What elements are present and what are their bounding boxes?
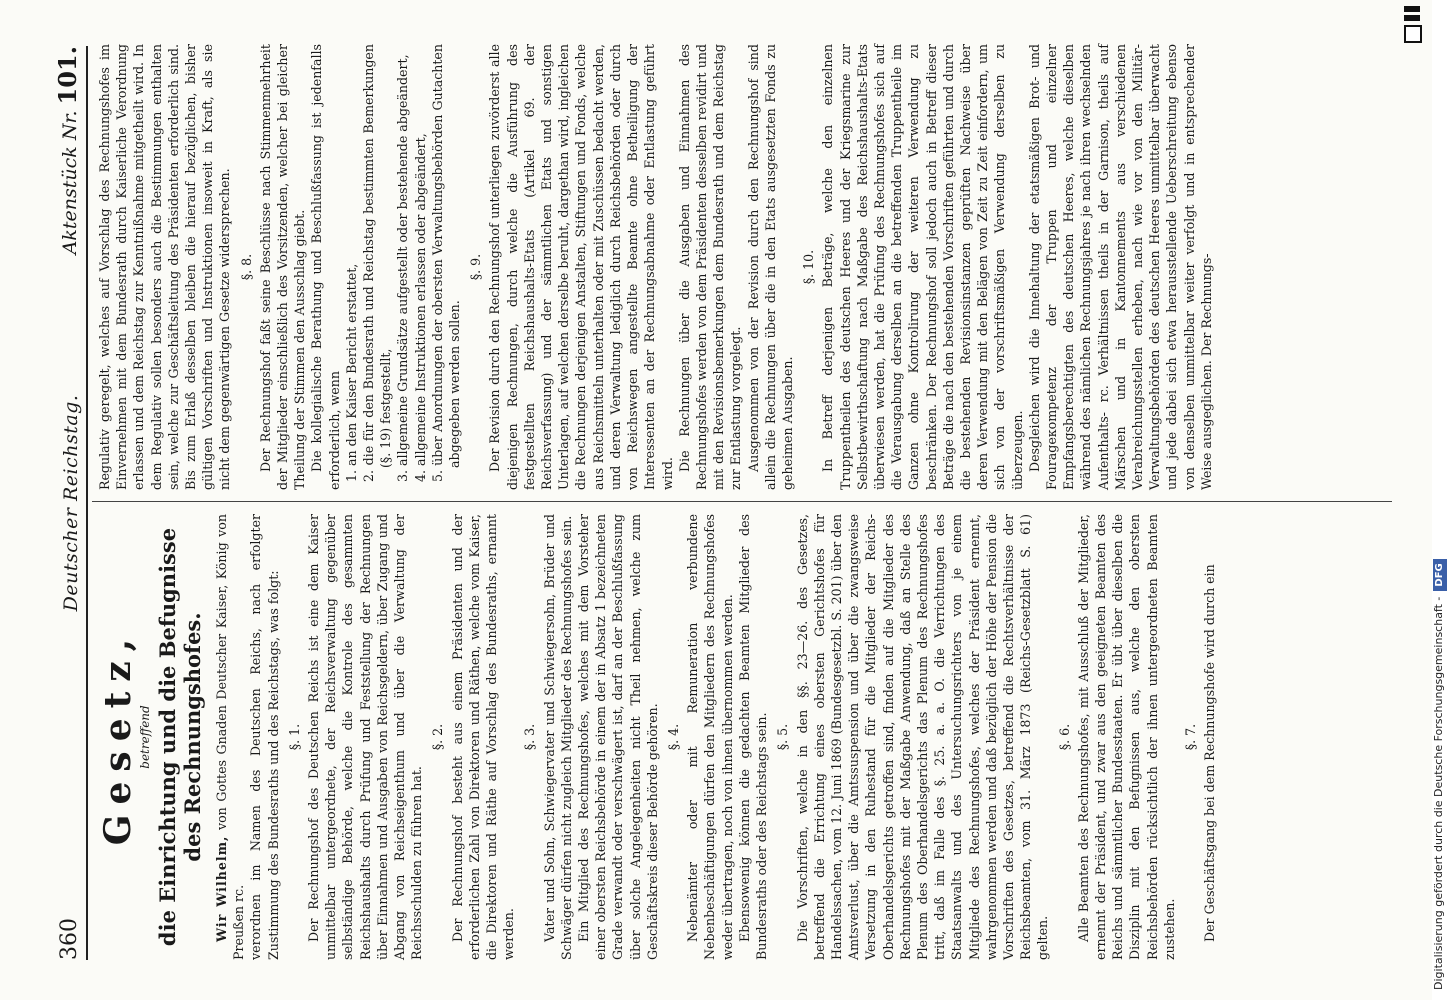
right-column: [96, 44, 1392, 490]
section-8-item-5: 5. über Anordnungen der obersten Verwaltungsbehörden Gutachten abgegeben werden sollen.: [429, 44, 463, 482]
section-8-item-4: 4. allgemeine Instruktionen erlassen oder abgeändert,: [412, 133, 428, 482]
section-6-text: Alle Beamten des Rechnungshofes, mit Ausschluß der Mitglieder, ernennt der Präsident, und zwar aus den geeigneten Beamten des Reichs und sämmtlicher Bundesstaaten. Er übt über dieselben die Disziplin mit den Befugnissen aus, welche den obersten Reichsbehörden rücksichtlich der ihnen untergeordneten Beamten zustehen.: [1075, 514, 1177, 960]
law-subtitle: die Einrichtung und die Befugnisse des Rechnungshofes.: [155, 527, 205, 947]
section-2-heading: §. 2.: [430, 723, 446, 751]
opening-formula: [213, 514, 247, 960]
section-9-text-c: Ausgenommen von der Revision durch den Rechnungshof sind allein die Rechnungen über die in den Etats ausgesetzten Fonds zu geheimen Ausgaben.: [745, 44, 795, 490]
opening-rest: von Gottes Gnaden Deutscher Kaiser, König von Preußen rc.: [214, 514, 247, 960]
section-10-text-b: Desgleichen wird die Innehaltung der etatsmäßigen Brot- und Fourageкompetenz der Truppen und einzelner Empfangsberechtigten des deutschen Heeres, welche dieselben während des nämlichen Rechnungsjahres je nach ihren wechselnden Aufenthalts- rc. Verhältnissen theils in der Garnison, theils auf Märschen und in Kantonnements aus verschiedenen Verabreichungsstellen erheben, nach wie vor von den Militär-Verwaltungsbehörden des deutschen Heeres unmittelbar überwacht und jede dabei sich etwa herausstellende Ueberschreitung ebenso von denselben unmittelbar weiter verfolgt und in entsprechender Weise ausgeglichen. Der Rechnungs-: [1026, 44, 1214, 490]
column-divider: [92, 501, 1392, 502]
section-3-text-b: Ein Mitglied des Rechnungshofes, welches mit dem Vorsteher einer obersten Reichsbehörde in einem der in Absatz 1 bezeichneten Grade verwandt oder verschwägert ist, darf an der Beschlußfassung über solche Angelegenheiten nicht Theil nehmen, welche zum Geschäftskreis dieser Behörde gehören.: [576, 514, 660, 960]
section-8-text-b: Die kollegialische Berathung und Beschlußfassung ist jedenfalls erforderlich, wenn: [309, 44, 342, 490]
section-1-text: Der Rechnungshof des Deutschen Reichs ist eine dem Kaiser unmittelbar untergeordnete, der Reichsverwaltung gegenüber selbständige Behörde, welche die Kontrole des gesammten Reichshaushalts durch Prüfung und Feststellung der Rechnungen über Einnahmen und Ausgaben von Reichsgeldern, über Zugang und Abgang von Reichseigenthum und über die Verwaltung der Reichsschulden zu führen hat.: [306, 514, 425, 960]
section-3-heading: §. 3.: [522, 723, 538, 751]
document-number-prefix: Aktenstück Nr.: [59, 110, 81, 255]
section-4-text-b: Ebensowenig können die gedachten Beamten Mitglieder des Bundesraths oder des Reichstags sein.: [736, 514, 770, 960]
running-head: [52, 46, 88, 960]
credit-text: Digitalisierung gefördert durch die Deutsche Forschungsgemeinschaft -: [1432, 596, 1445, 990]
section-7-text: Der Geschäftsgang bei dem Rechnungshofe wird durch ein: [1202, 564, 1218, 942]
section-9-heading: §. 9.: [468, 253, 484, 281]
section-4-heading: §. 4.: [666, 723, 682, 751]
running-title: Deutscher Reichstag.: [60, 394, 82, 612]
opening-formula-2: verordnen im Namen des Deutschen Reichs, nach erfolgter Zustimmung des Bundesraths und des Reichstags, was folgt:: [248, 514, 281, 960]
section-8-item-3: 3. allgemeine Grundsätze aufgestellt oder bestehende abgeändert,: [395, 54, 411, 482]
section-9-text-b: Die Rechnungen über die Ausgaben und Einnahmen des Rechnungshofes werden von dem Präsidenten desselben revidirt und mit den Revisionsbemerkungen dem Bundesrath und dem Reichstag zur Entlastung vorgelegt.: [676, 44, 744, 490]
law-title: Gesetz,: [97, 628, 139, 846]
section-5-text: Die Vorschriften, welche in den §§. 23—26. des Gesetzes, betreffend die Errichtung eines obersten Gerichtshofes für Handelssachen, vom 12. Juni 1869 (Bundesgesetzbl. S. 201) über den Amtsverlust, über die Amtssuspension und über die zwangsweise Versetzung in den Ruhestand für die Mitglieder der Reichs-Oberhandelsgerichts getroffen sind, finden auf die Mitglieder des Rechnungshofes mit der Maßgabe Anwendung, daß an Stelle des Plenum des Oberhandelsgerichts das Plenum des Rechnungshofes tritt, daß im Falle des §. 25. a. a. O. die Verrichtungen des Staatsanwalts und des Untersuchungsrichters von je einem Mitgliede des Rechnungshofes, welches der Präsident ernennt, wahrgenommen werden und daß bezüglich der Höhe der Pension die Vorschriften des Gesetzes, betreffend die Rechtsverhältnisse der Reichsbeamten, vom 31. März 1873 (Reichs-Gesetzblatt S. 61) gelten.: [794, 514, 1051, 960]
opening-name: Wir Wilhelm,: [214, 835, 229, 942]
section-8-item-1: 1. an den Kaiser Bericht erstattet,: [343, 263, 359, 482]
section-4-text-a: Nebenämter oder mit Remuneration verbundene Nebenbeschäftigungen dürfen den Mitgliedern des Rechnungshofes weder übertragen, noch von ihnen übernommen werden.: [685, 514, 735, 960]
law-betreffend: betreffend: [138, 705, 152, 769]
document-number-value: 101.: [53, 46, 82, 105]
section-7-continuation: Regulativ geregelt, welches auf Vorschlag des Rechnungshofes im Einvernehmen mit dem Bundesrath durch Kaiserliche Verordnung erlassen und dem Reichstag zur Kenntnißnahme mitgetheilt wird. In dem Regulativ sollen besonders auch die Bestimmungen enthalten sein, welche zur Geschäftsleitung des Präsidenten erforderlich sind. Bis zum Erlaß desselben bleiben die hierauf bezüglichen, bisher gültigen Vorschriften und Instruktionen insoweit in Kraft, als sie nicht dem gegenwärtigen Gesetze widersprechen.: [97, 44, 233, 490]
section-3-text-a: Vater und Sohn, Schwiegervater und Schwiegersohn, Brüder und Schwäger dürfen nicht zugleich Mitglieder des Rechnungshofes sein.: [541, 514, 574, 960]
digitization-credit-text: [1428, 0, 1450, 1000]
section-10-text-a: In Betreff derjenigen Beträge, welche den einzelnen Truppentheilen des deutschen Heeres und der Kriegsmarine zur Selbstbewirthschaftung nach Maßgabe des Reichshaushalts-Etats überwiesen werden, hat die Prüfung des Rechnungshofes sich auf die Verausgabung derselben an die betreffenden Truppentheile im Ganzen ohne Kontrolirung der weiteren Verwendung zu beschränken. Der Rechnungshof soll jedoch auch in Betreff dieser Beträge die nach den bestehenden Vorschriften geführten und durch die bestehenden Revisionsinstanzen geprüften Nachweise über deren Verwendung mit den Belägen von Zeit zu Zeit einfordern, um sich von der vorschriftsmäßigen Verwendung derselben zu überzeugen.: [820, 44, 1025, 490]
section-7-heading: §. 7.: [1182, 723, 1198, 751]
page-number: 360: [57, 918, 82, 960]
section-8-text-a: Der Rechnungshof faßt seine Beschlüsse nach Stimmenmehrheit der Mitglieder einschließlich des Vorsitzenden, welcher bei gleicher Theilung der Stimmen den Ausschlag giebt.: [257, 44, 308, 490]
left-column: [96, 514, 1392, 960]
section-5-heading: §. 5.: [775, 723, 791, 751]
section-8-item-2: 2. die für den Bundesrath und Reichstag bestimmten Bemerkungen (§. 19) festgestellt,: [361, 44, 394, 482]
section-8-heading: §. 8.: [238, 253, 254, 281]
section-1-heading: §. 1.: [286, 723, 302, 751]
section-6-heading: §. 6.: [1056, 723, 1072, 751]
section-2-text: Der Rechnungshof besteht aus einem Präsidenten und der erforderlichen Zahl von Direktoren und Räthen, welche vom Kaiser, die Direktoren und Räthe auf Vorschlag des Bundesraths, ernannt werden.: [449, 514, 517, 960]
section-9-text-a: Der Revision durch den Rechnungshof unterliegen zuvörderst alle diejenigen Rechnungen, durch welche die Ausführung des festgestellten Reichshaushalts-Etats (Artikel 69. der Reichsverfassung) und der sämmtlichen Etats und sonstigen Unterlagen, auf welchen derselbe beruht, dargethan wird, ingleichen die Rechnungen derjenigen Anstalten, Stiftungen und Fonds, welche aus Reichsmitteln unterhalten oder mit Zuschüssen bedacht werden, und deren Verwaltung lediglich durch Reichsbehörden oder durch von Reichswegen angestellte Beamte ohne Betheiligung der Interessenten an der Rechnungsabnahme oder Entlastung geführt wird.: [487, 44, 675, 490]
section-10-heading: §. 10.: [801, 249, 817, 285]
dfg-logo: DFG: [1433, 559, 1447, 590]
document-number: [53, 46, 82, 254]
digitization-credit: [1406, 0, 1445, 1000]
